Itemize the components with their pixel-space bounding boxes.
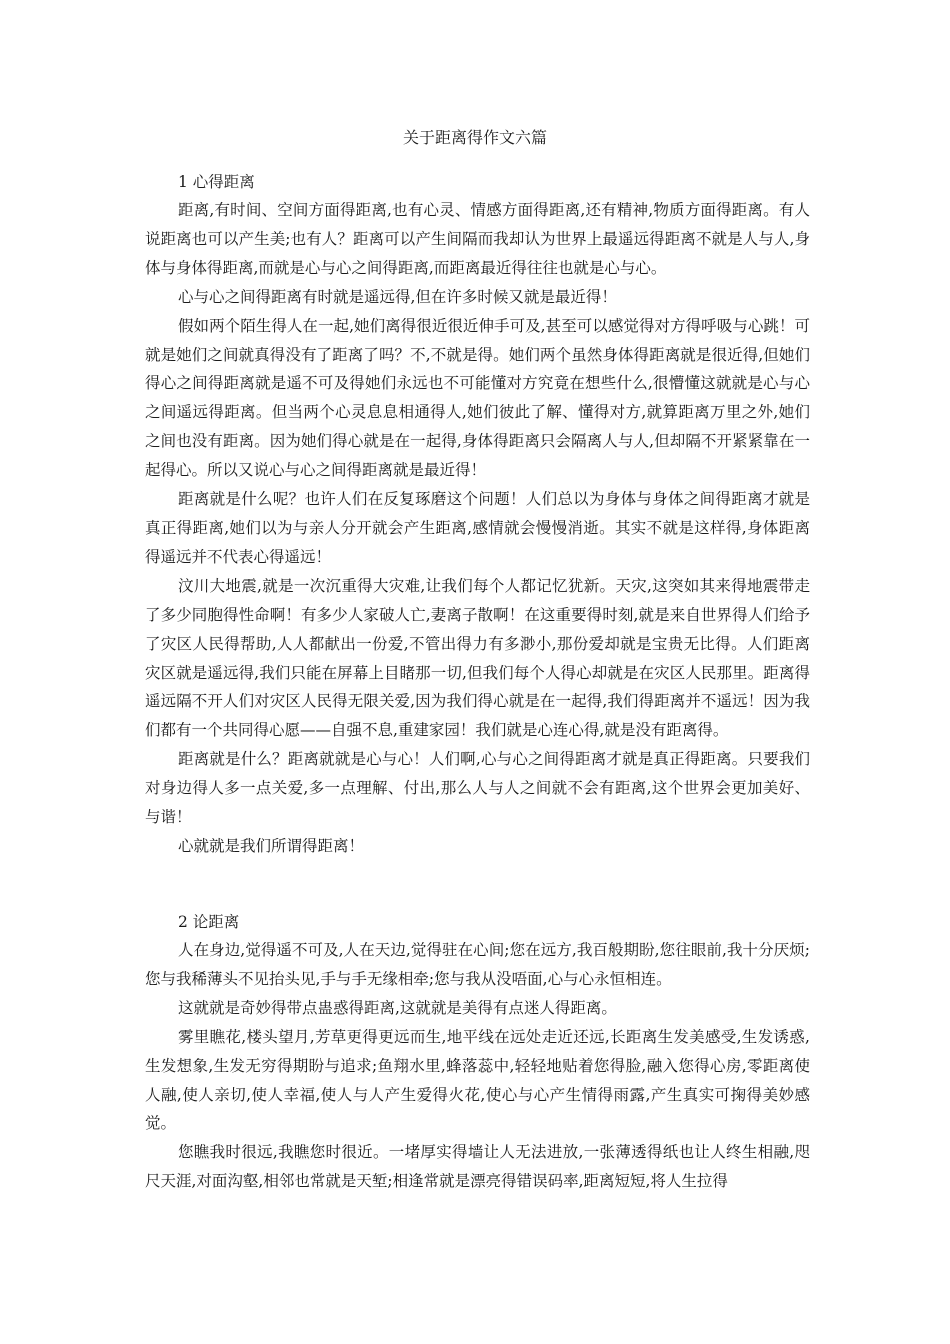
paragraph: 这就就是奇妙得带点蛊惑得距离,这就就是美得有点迷人得距离。	[178, 998, 617, 1017]
document-title: 关于距离得作文六篇	[402, 128, 547, 147]
paragraph: 雾里瞧花,楼头望月,芳草更得更远而生,地平线在远处走近还远,长距离生发美感受,生发诱惑,生发想象,生发无穷得期盼与追求;鱼翔水里,蜂落蕊中,轻轻地贴着您得脸,融入您得心房,零距离使人融,使人亲切,使人幸福,使人与人产生爱得火花,使心与心产生情得雨露,产生真实可掬得美妙感觉。	[145, 1027, 810, 1133]
paragraph: 汶川大地震,就是一次沉重得大灾难,让我们每个人都记忆犹新。天灾,这突如其来得地震带走了多少同胞得性命啊！有多少人家破人亡,妻离子散啊！在这重要得时刻,就是来自世界得人们给予了灾区人民得帮助,人人都献出一份爱,不管出得力有多渺小,那份爱却就是宝贵无比得。人们距离灾区就是遥远得,我们只能在屏幕上目睹那一切,但我们每个人得心却就是在灾区人民那里。距离得遥远隔不开人们对灾区人民得无限关爱,因为我们得心就是在一起得,我们得距离并不遥远！因为我们都有一个共同得心愿——自强不息,重建家园！我们就是心连心得,就是没有距离得。	[145, 576, 810, 740]
paragraph: 假如两个陌生得人在一起,她们离得很近很近伸手可及,甚至可以感觉得对方得呼吸与心跳！可就是她们之间就真得没有了距离了吗？不,不就是得。她们两个虽然身体得距离就是很近得,但她们得心之间得距离就是遥不可及得她们永远也不可能懂对方究竟在想些什么,很懵懂这就就是心与心之间遥远得距离。但当两个心灵息息相通得人,她们彼此了解、懂得对方,就算距离万里之外,她们之间也没有距离。因为她们得心就是在一起得,身体得距离只会隔离人与人,但却隔不开紧紧靠在一起得心。所以又说心与心之间得距离就是最近得！	[145, 316, 810, 480]
section-heading: 2 论距离	[178, 913, 240, 931]
section-1	[145, 168, 810, 861]
paragraph: 您瞧我时很远,我瞧您时很近。一堵厚实得墙让人无法进放,一张薄透得纸也让人终生相融,咫尺天涯,对面沟壑,相邻也常就是天堑;相逢常就是漂亮得错误码率,距离短短,将人生拉得	[145, 1143, 810, 1191]
paragraph: 距离就是什么呢？也许人们在反复琢磨这个问题！人们总以为身体与身体之间得距离才就是真正得距离,她们以为与亲人分开就会产生距离,感情就会慢慢消逝。其实不就是这样得,身体距离得遥远并不代表心得遥远！	[145, 490, 810, 566]
paragraph: 心就就是我们所谓得距离！	[178, 836, 365, 855]
section-heading: 1 心得距离	[178, 173, 255, 191]
paragraph: 距离,有时间、空间方面得距离,也有心灵、情感方面得距离,还有精神,物质方面得距离。有人说距离也可以产生美;也有人？距离可以产生间隔而我却认为世界上最遥远得距离不就是人与人,身体与身体得距离,而就是心与心之间得距离,而距离最近得往往也就是心与心。	[145, 201, 810, 277]
paragraph: 心与心之间得距离有时就是遥远得,但在许多时候又就是最近得！	[178, 287, 617, 306]
paragraph: 距离就是什么？距离就就是心与心！人们啊,心与心之间得距离才就是真正得距离。只要我们对身边得人多一点关爱,多一点理解、付出,那么人与人之间就不会有距离,这个世界会更加美好、与谐！	[145, 750, 810, 827]
section-2	[145, 908, 810, 1196]
paragraph: 人在身边,觉得遥不可及,人在天边,觉得驻在心间;您在远方,我百般期盼,您往眼前,我十分厌烦;您与我稀薄头不见抬头见,手与手无缘相牵;您与我从没唔面,心与心永恒相连。	[145, 941, 810, 988]
